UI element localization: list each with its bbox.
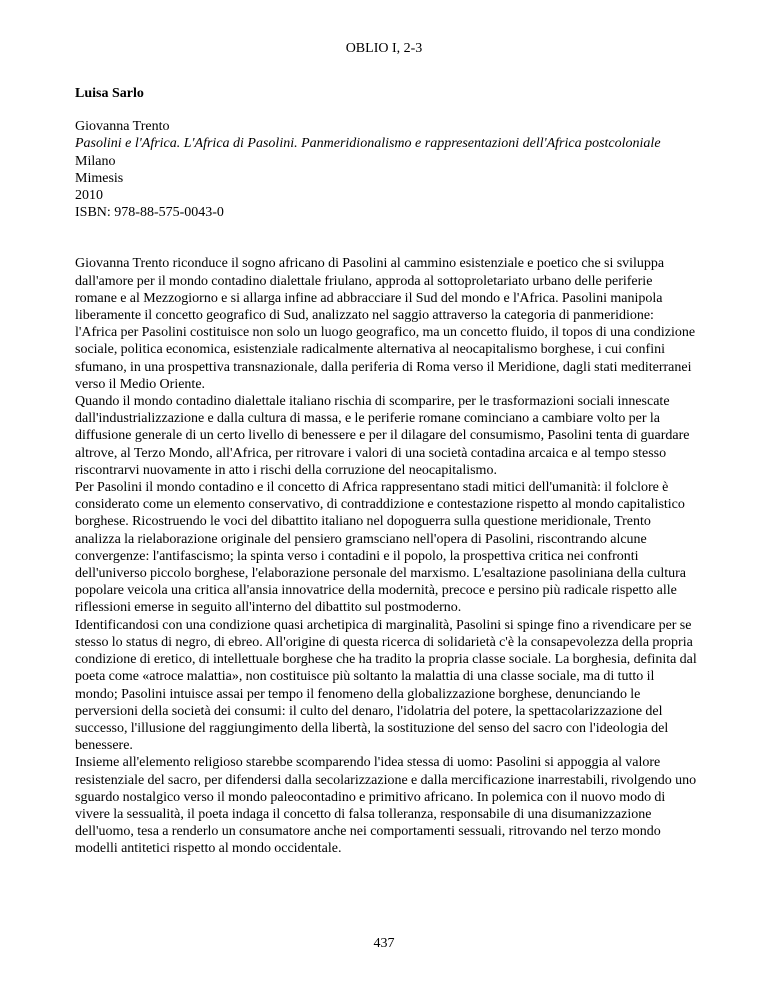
- review-content: [75, 85, 697, 858]
- section-spacer: [75, 221, 697, 255]
- book-year: 2010: [75, 188, 103, 204]
- body-paragraph: Per Pasolini il mondo contadino e il concetto di Africa rappresentano stadi mitici dell'umanità: il folclore è considerato come un elemento conservativo, di contraddizione e contestazione rispetto al mondo capitalistico borghese. Ricostruendo le voci del dibattito italiano nel dopoguerra sulla questione meridionale, Trento analizza la rielaborazione originale del pensiero gramsciano nell'opera di Pasolini, riscontrando alcune convergenze: l'antifascismo; la spinta verso i contadini e il popolo, la prospettiva critica nei confronti dell'universo piccolo borghese, l'elaborazione personale del marxismo. L'esaltazione pasoliniana della cultura popolare veicola una critica all'ansia innovatrice della modernità, precoce e persino più radicale rispetto alle riflessioni emerse in seguito all'interno del dibattito sul postmoderno.: [75, 480, 686, 616]
- running-header: OBLIO I, 2-3: [345, 41, 423, 56]
- body-paragraph: Insieme all'elemento religioso starebbe scomparendo l'idea stessa di uomo: Pasolini si appoggia al valore resistenziale del sacro, per difendersi dalla secolarizzazione e dalla mercificazione inarrestabili, rivolgendo uno sguardo nostalgico verso il mondo paleocontadino e primitivo africano. In polemica con il nuovo modo di vivere la sessualità, il poeta indaga il concetto di falsa tolleranza, responsabile di una disumanizzazione dell'uomo, tesa a renderlo un consumatore anche nei comportamenti sessuali, ritrovando nel terzo mondo modelli antitetici rispetto al mondo occidentale.: [75, 755, 697, 857]
- reviewer-name: Luisa Sarlo: [75, 86, 144, 101]
- body-paragraph: Giovanna Trento riconduce il sogno africano di Pasolini al cammino esistenziale e poetico che si sviluppa dall'amore per il mondo contadino dialettale friulano, approda al sottoproletariato urbano delle periferie romane e al Mezzogiorno e si allarga infine ad abbracciare il Sud del mondo e l'Africa. Pasolini manipola liberamente il concetto geografico di Sud, analizzato nel saggio attraverso la categoria di panmeridione: l'Africa per Pasolini costituisce non solo un luogo geografico, ma un concetto fluido, il topos di una condizione sociale, politica economica, esistenziale radicalmente alternativa al neocapitalismo borghese, i cui confini sfumano, in una prospettiva transnazionale, dalla periferia di Roma verso il Meridione, dagli stati mediterranei verso il Medio Oriente.: [75, 256, 696, 392]
- page-number: 437: [373, 936, 395, 951]
- book-title: Pasolini e l'Africa. L'Africa di Pasolini. Panmeridionalismo e rappresentazioni dell'Africa postcoloniale: [75, 136, 661, 152]
- body-paragraph: Identificandosi con una condizione quasi archetipica di marginalità, Pasolini si spinge fino a rivendicare per se stesso lo status di negro, di ebreo. All'origine di questa ricerca di solidarietà c'è la consapevolezza della propria condizione di eretico, di intellettuale borghese che ha tradito la propria classe sociale. La borghesia, definita dal poeta come «atroce malattia», non costituisce più soltanto la malattia di una classe sociale, ma di tutto il mondo; Pasolini intuisce assai per tempo il fenomeno della globalizzazione borghese, denunciando le perversioni della società dei consumi: il culto del denaro, l'idolatria del potere, la spettacolarizzazione del successo, l'illusione del raggiungimento della libertà, la sostituzione del senso del sacro con l'ideologia del benessere.: [75, 617, 697, 754]
- book-author: Giovanna Trento: [75, 119, 170, 135]
- book-isbn: ISBN: 978-88-575-0043-0: [75, 205, 224, 221]
- body-paragraph: Quando il mondo contadino dialettale italiano rischia di scomparire, per le trasformazioni sociali innescate dall'industrializzazione e dalla cultura di massa, e le periferie romane cominciano a cambiare volto per la diffusione generale di un certo livello di benessere e per il dilagare del consumismo, Pasolini tenta di guardare altrove, al Terzo Mondo, all'Africa, per ritrovare i valori di una società contadina arcaica e al tempo stesso riscontrarvi nuovamente in atto i rischi della corruzione del neocapitalismo.: [75, 394, 690, 478]
- review-body: [75, 255, 697, 857]
- bibliographic-entry: [75, 118, 697, 221]
- book-publisher: Mimesis: [75, 170, 124, 186]
- book-city: Milano: [75, 153, 116, 169]
